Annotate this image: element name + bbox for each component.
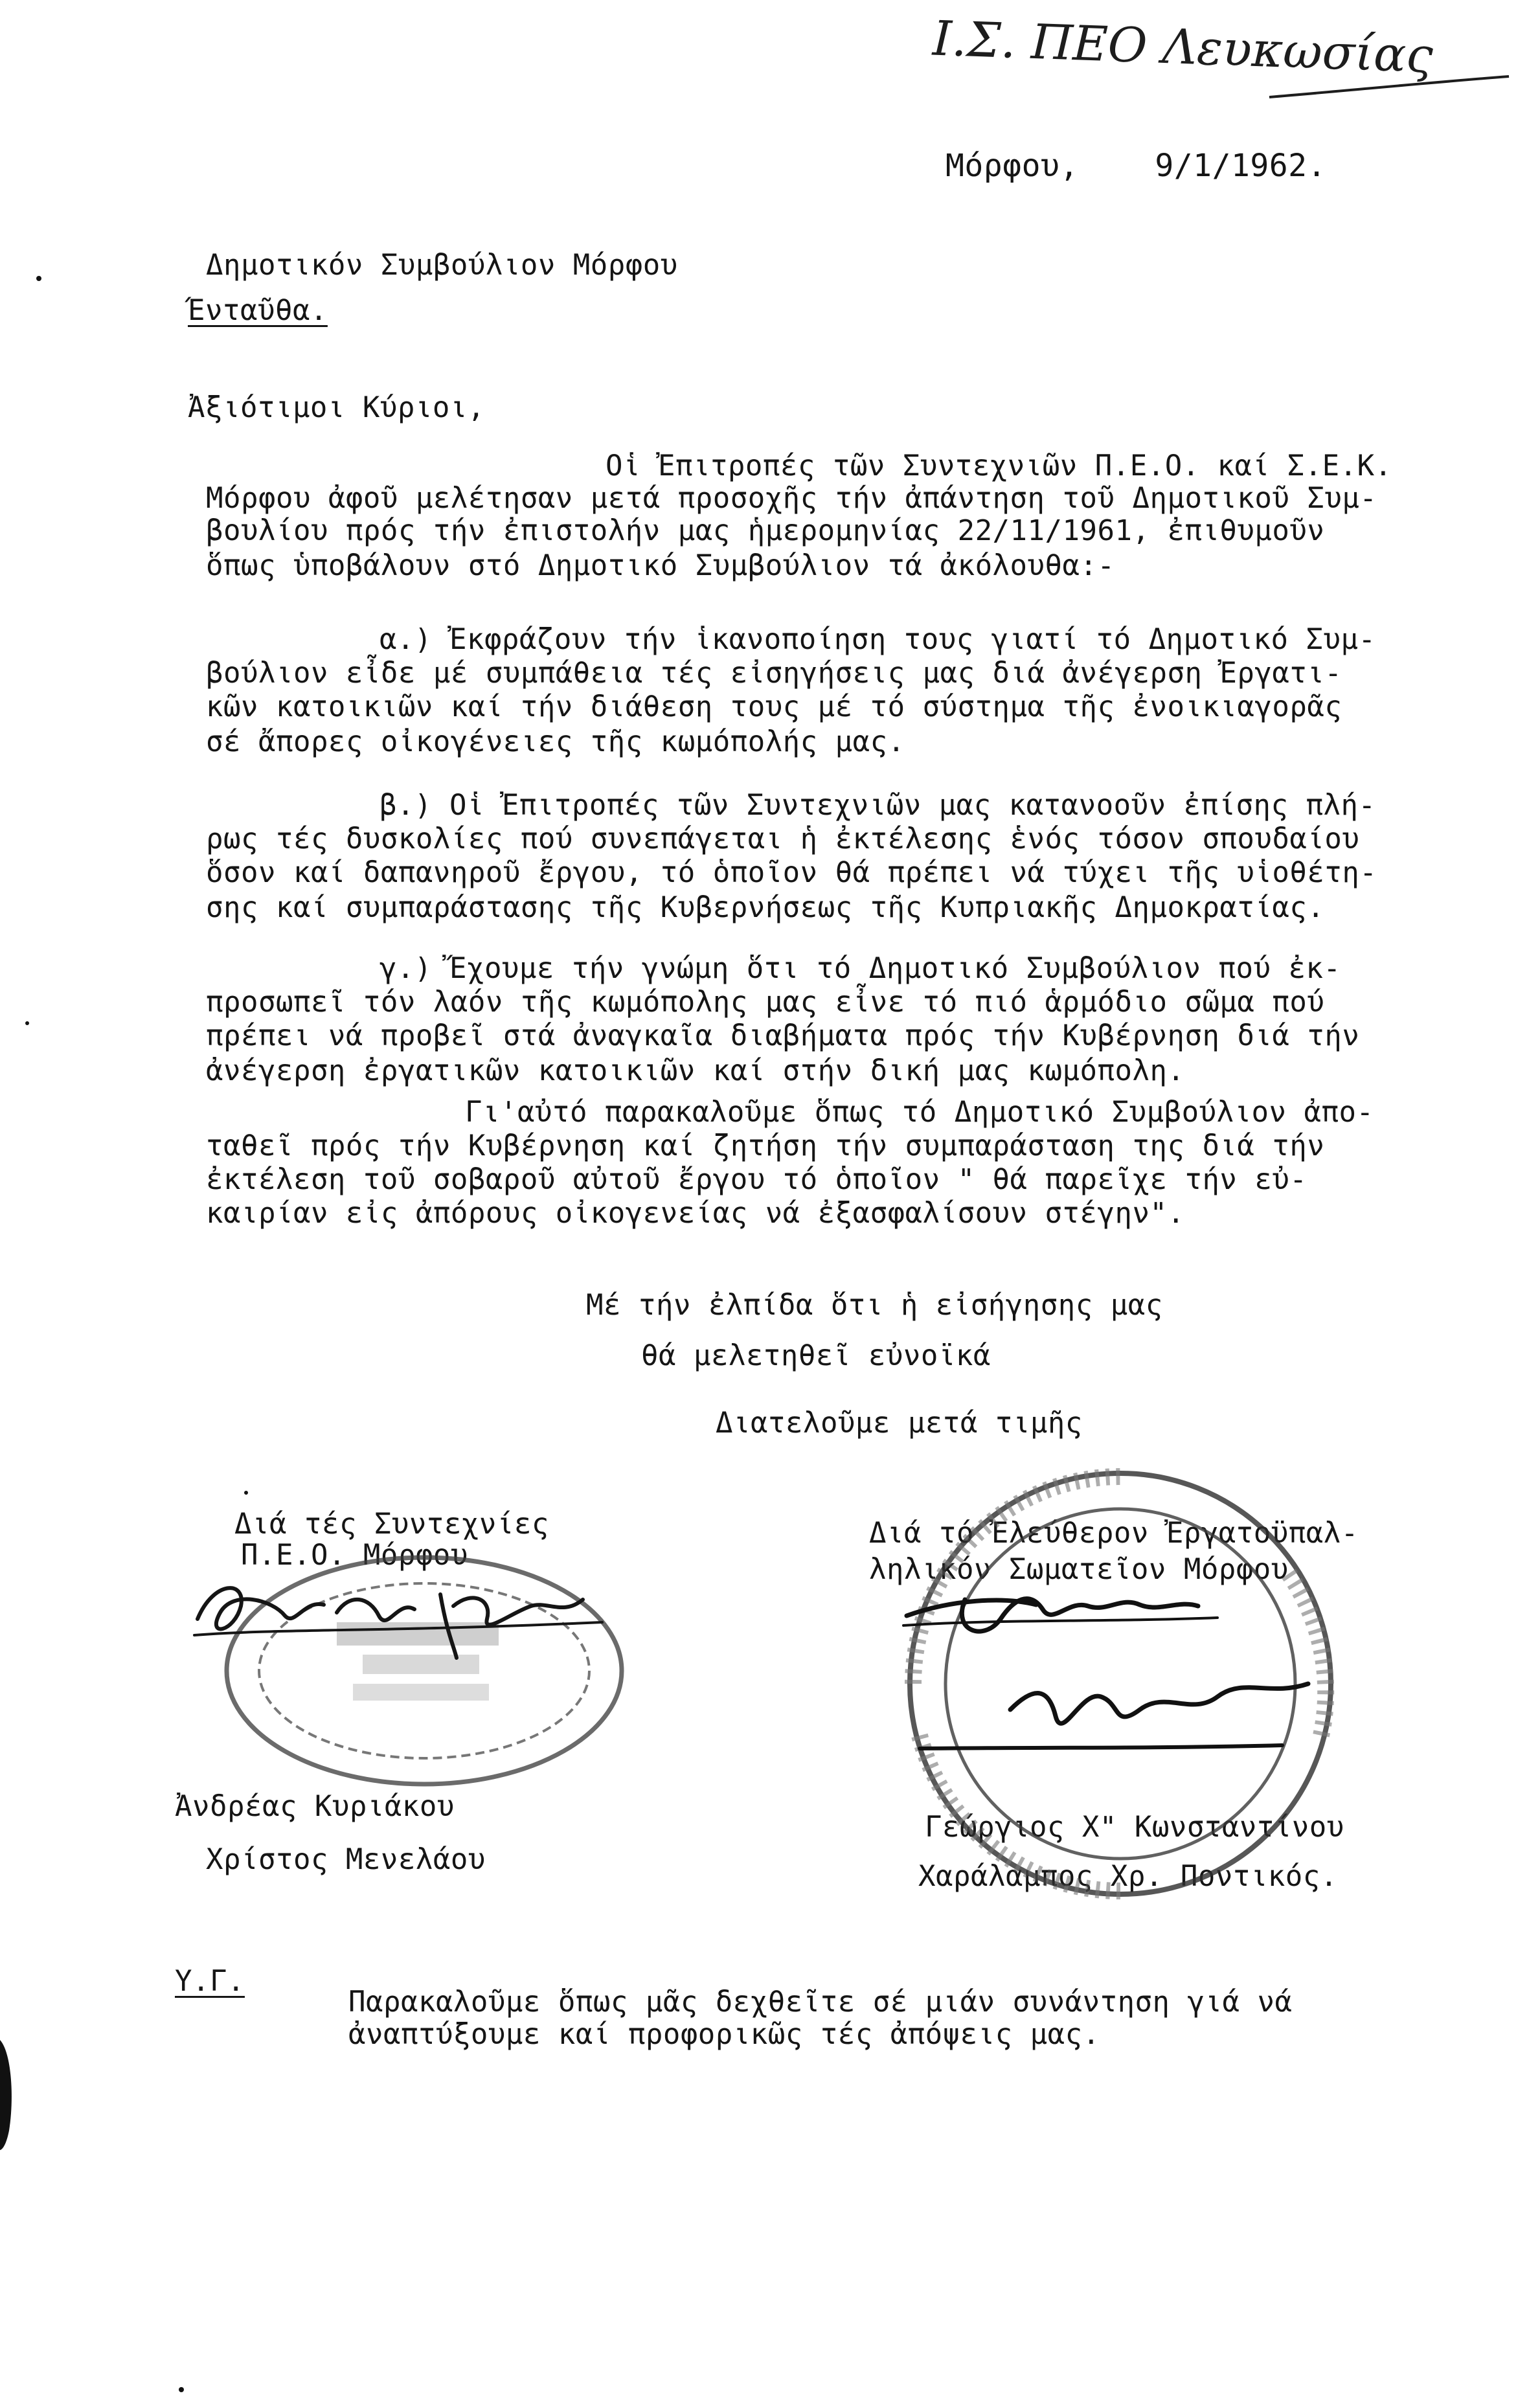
place-date: Μόρφου, 9/1/1962. <box>946 148 1326 184</box>
salutation: Ἀξιότιμοι Κύριοι, <box>188 391 485 424</box>
point-c-line-1: γ.) Ἔχουμε τήν γνώμη ὅτι τό Δημοτικό Συμβούλιον πού ἐκ- <box>379 952 1341 985</box>
right-stamp <box>910 1473 1331 1894</box>
right-signature-1 <box>903 1599 1217 1631</box>
closing-line-1: Μέ τήν ἐλπίδα ὅτι ἡ εἰσήγησης μας <box>586 1289 1163 1322</box>
request-line-1: Γι'αὐτό παρακαλοῦμε ὅπως τό Δημοτικό Συμβούλιον ἀπο- <box>465 1096 1374 1129</box>
right-signatory-heading-1: Διά τό Ἐλεύθερον Ἐργατοϋπαλ- <box>869 1517 1359 1550</box>
request-line-3: ἐκτέλεση τοῦ σοβαροῦ αὐτοῦ ἔργου τό ὁποῖον " θά παρεῖχε τήν εὐ- <box>206 1163 1308 1196</box>
right-signatory-heading-2: ληλικόν Σωματεῖον Μόρφου <box>869 1553 1289 1586</box>
point-b-line-3: ὅσον καί δαπανηροῦ ἔργου, τό ὁποῖον θά πρέπει νά τύχει τῆς υἱοθέτη- <box>206 856 1377 889</box>
point-a-line-4: σέ ἄπορες οἰκογένειες τῆς κωμόπολής μας. <box>206 725 905 758</box>
left-signatory-heading-2: Π.Ε.Ο. Μόρφου <box>241 1539 468 1572</box>
point-c-line-2: προσωπεῖ τόν λαόν τῆς κωμόπολης μας εἶνε τό πιό ἁρμόδιο σῶμα πού <box>206 986 1325 1019</box>
addressee-line-1: Δημοτικόν Συμβούλιον Μόρφου <box>206 249 678 282</box>
right-signatory-name-2: Χαράλαμπος Χρ. Ποντικός. <box>918 1860 1338 1893</box>
intro-line-1: Οἱ Ἐπιτροπές τῶν Συντεχνιῶν Π.Ε.Ο. καί Σ.Ε.Κ. <box>606 449 1392 482</box>
postscript-line-2: ἀναπτύξουμε καί προφορικῶς τές ἀπόψεις μας. <box>348 2018 1100 2051</box>
point-b-line-1: β.) Οἱ Ἐπιτροπές τῶν Συντεχνιῶν μας κατανοοῦν ἐπίσης πλή- <box>379 789 1376 822</box>
handwritten-note: Ι.Σ. ΠΕΟ Λευκωσίας <box>931 10 1434 84</box>
point-c-line-3: πρέπει νά προβεῖ στά ἀναγκαῖα διαβήματα πρός τήν Κυβέρνηση διά τήν <box>206 1019 1360 1052</box>
scan-specks <box>0 276 248 2392</box>
closing-line-3: Διατελοῦμε μετά τιμῆς <box>716 1407 1083 1440</box>
left-signatory-heading-1: Διά τές Συντεχνίες <box>234 1508 549 1541</box>
handwritten-note-underline <box>1269 76 1509 97</box>
left-signatory-name-2: Χρίστος Μενελάου <box>206 1843 486 1876</box>
request-line-2: ταθεῖ πρός τήν Κυβέρνηση καί ζητήση τήν συμπαράσταση της διά τήν <box>206 1129 1325 1162</box>
point-b-line-2: ρως τές δυσκολίες πού συνεπάγεται ἡ ἐκτέλεσης ἑνός τόσον σπουδαίου <box>206 822 1360 855</box>
left-signatory-name-1: Ἀνδρέας Κυριάκου <box>175 1790 455 1823</box>
postscript-line-1: Παρακαλοῦμε ὅπως μᾶς δεχθεῖτε σέ μιάν συνάντηση γιά νά <box>348 1986 1293 2019</box>
right-signature-2 <box>920 1684 1308 1749</box>
postscript-label: Υ.Γ. <box>175 1965 245 1998</box>
point-a-line-1: α.) Ἐκφράζουν τήν ἱκανοποίηση τους γιατί τό Δημοτικό Συμ- <box>379 623 1376 656</box>
intro-line-2: Μόρφου ἀφοῦ μελέτησαν μετά προσοχῆς τήν ἀπάντηση τοῦ Δημοτικοῦ Συμ- <box>206 482 1377 515</box>
right-signatory-name-1: Γεώργιος Χ" Κωνσταντίνου <box>925 1811 1344 1844</box>
request-line-4: καιρίαν εἰς ἀπόρους οἰκογενείας νά ἐξασφαλίσουν στέγην". <box>206 1197 1185 1230</box>
left-stamp <box>227 1557 622 1784</box>
point-a-line-3: κῶν κατοικιῶν καί τήν διάθεση τους μέ τό σύστημα τῆς ἐνοικιαγορᾶς <box>206 690 1342 723</box>
point-b-line-4: σης καί συμπαράστασης τῆς Κυβερνήσεως τῆς Κυπριακῆς Δημοκρατίας. <box>206 891 1325 924</box>
closing-line-2: θά μελετηθεῖ εὐνοϊκά <box>641 1339 991 1372</box>
intro-line-3: βουλίου πρός τήν ἐπιστολήν μας ἡμερομηνίας 22/11/1961, ἐπιθυμοῦν <box>206 514 1325 547</box>
point-c-line-4: ἀνέγερση ἐργατικῶν κατοικιῶν καί στήν δική μας κωμόπολη. <box>206 1054 1185 1087</box>
addressee-line-2: Ένταῦθα. <box>188 294 328 327</box>
intro-line-4: ὅπως ὑποβάλουν στό Δημοτικό Συμβούλιον τά ἀκόλουθα:- <box>206 549 1115 582</box>
point-a-line-2: βούλιον εἶδε μέ συμπάθεια τές εἰσηγήσεις μας διά ἀνέγερση Ἐργατι- <box>206 657 1342 690</box>
